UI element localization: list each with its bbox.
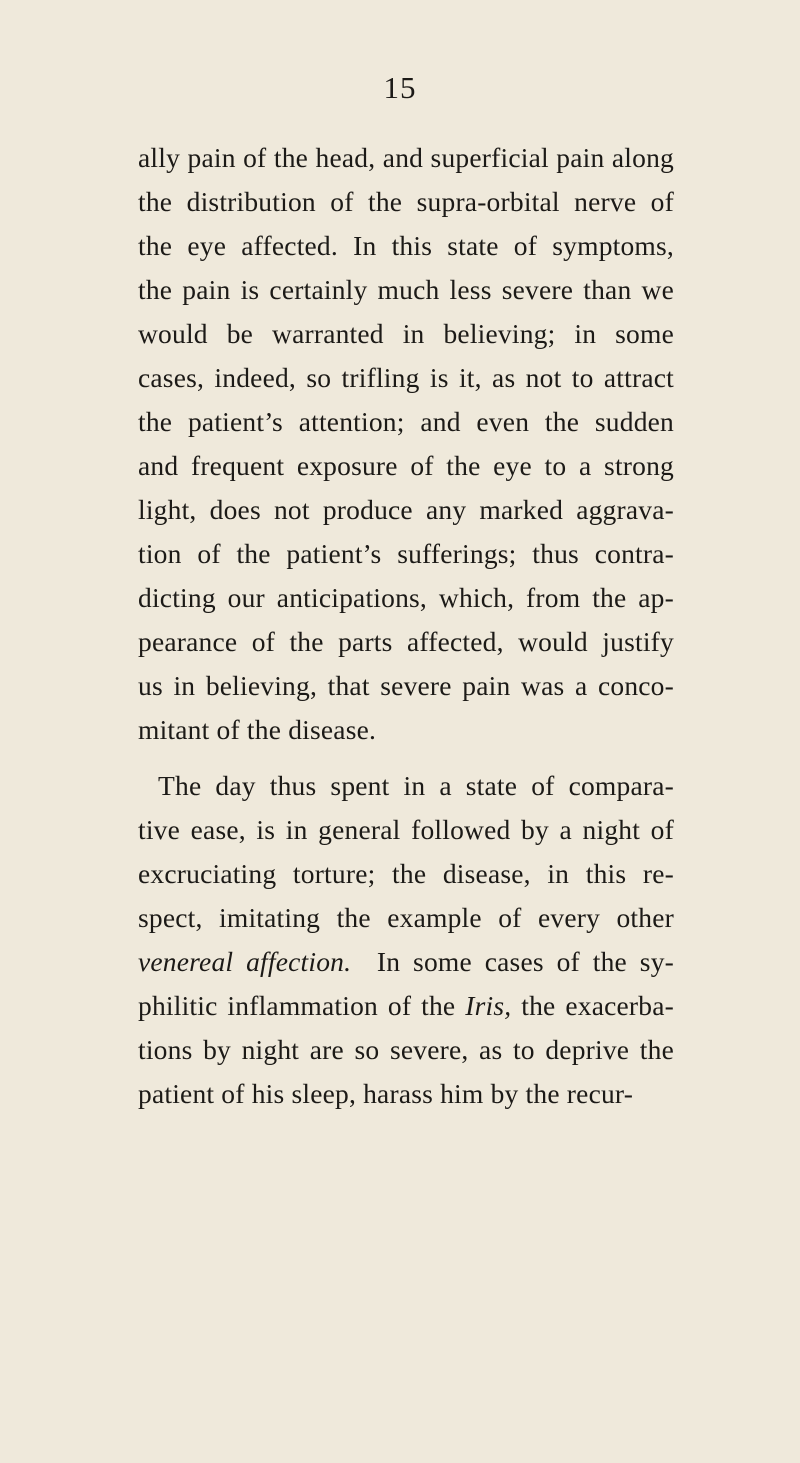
italic-phrase: venereal affection.	[138, 946, 352, 977]
text-line: and frequent exposure of the eye to a strong	[138, 450, 674, 481]
line-text: In some cases of the sy-	[351, 946, 675, 977]
text-line: tions by night are so severe, as to deprive the	[138, 1034, 674, 1065]
text-line: pearance of the parts affected, would justify	[138, 626, 674, 657]
text-line: the eye affected. In this state of symptoms,	[138, 230, 674, 261]
text-line: the patient’s attention; and even the sudden	[138, 406, 674, 437]
text-line: tive ease, is in general followed by a night of	[138, 814, 674, 845]
text-line: us in believing, that severe pain was a conco-	[138, 670, 674, 701]
text-line: dicting our anticipations, which, from the ap-	[138, 582, 674, 613]
text-line: spect, imitating the example of every other	[138, 902, 674, 933]
text-line: patient of his sleep, harass him by the recur-	[138, 1078, 634, 1109]
italic-phrase: Iris,	[465, 990, 512, 1021]
paragraph-1	[138, 136, 674, 752]
text-line: excruciating torture; the disease, in this re-	[138, 858, 674, 889]
text-line	[138, 940, 674, 984]
text-line: cases, indeed, so trifling is it, as not to attract	[138, 362, 674, 393]
text-line: The day thus spent in a state of compara-	[158, 770, 674, 801]
page-number: 15	[383, 70, 417, 105]
text-line	[138, 984, 674, 1028]
text-line: tion of the patient’s sufferings; thus contra-	[138, 538, 674, 569]
text-line: would be warranted in believing; in some	[138, 318, 674, 349]
line-text: philitic inflammation of the	[138, 990, 466, 1021]
text-line: light, does not produce any marked aggrava-	[138, 494, 674, 525]
text-line: the distribution of the supra-orbital nerve of	[138, 186, 674, 217]
text-line: mitant of the disease.	[138, 714, 377, 745]
paragraph-2	[138, 764, 674, 1116]
text-line: the pain is certainly much less severe than we	[138, 274, 674, 305]
text-line: ally pain of the head, and superficial pain along	[138, 142, 674, 173]
line-text: the exacerba-	[511, 990, 675, 1021]
